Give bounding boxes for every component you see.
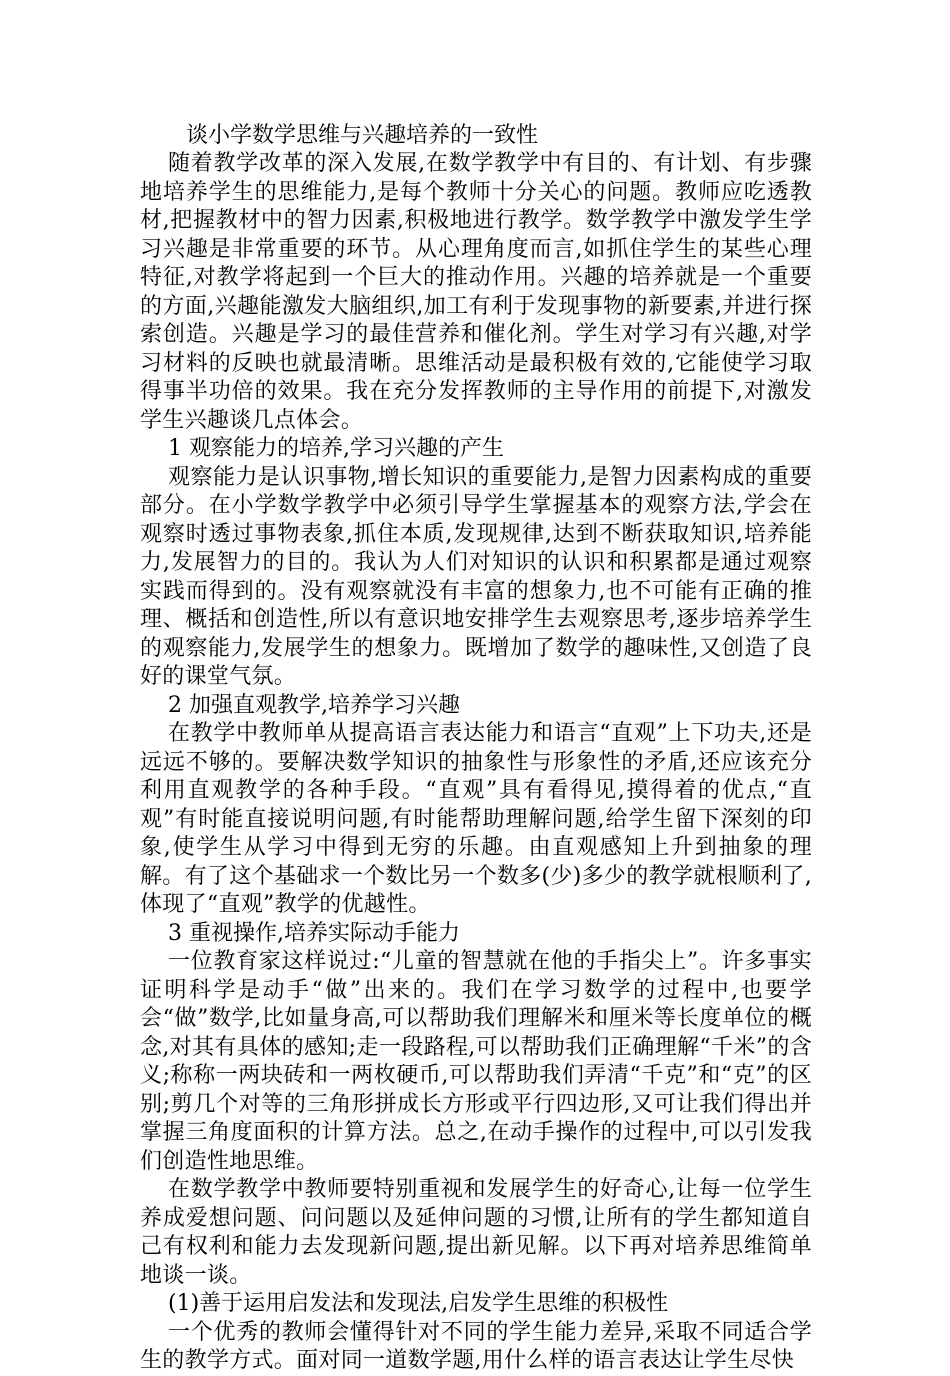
paragraph-observation: 观察能力是认识事物,增长知识的重要能力,是智力因素构成的重要部分。在小学数学教学中必须引导学生掌握基本的观察方法,学会在观察时透过事物表象,抓住本质,发现规律,达到不断获取知识,培养能力,发展智力的目的。我认为人们对知识的认识和积累都是通过观察实践而得到的。没有观察就没有丰富的想象力,也不可能有正确的推理、概括和创造性,所以有意识地安排学生去观察思考,逐步培养学生的观察能力,发展学生的想象力。既增加了数学的趣味性,又创造了良好的课堂气氛。 (140, 464, 812, 689)
section-heading-2: 2 加强直观教学,培养学习兴趣 (168, 692, 460, 718)
paragraph-intuitive: 在教学中教师单从提高语言表达能力和语言“直观”上下功夫,还是远远不够的。要解决数学知识的抽象性与形象性的矛盾,还应该充分利用直观教学的各种手段。“直观”具有看得见,摸得着的优点,“直观”有时能直接说明问题,有时能帮助理解问题,给学生留下深刻的印象,使学生从学习中得到无穷的乐趣。由直观感知上升到抽象的理解。有了这个基础求一个数比另一个数多(少)多少的教学就根顺利了,体现了“直观”教学的优越性。 (140, 721, 812, 917)
paragraph-intro: 随着教学改革的深入发展,在数学教学中有目的、有计划、有步骤地培养学生的思维能力,是每个教师十分关心的问题。教师应吃透教材,把握教材中的智力因素,积极地进行教学。数学教学中激发学生学习兴趣是非常重要的环节。从心理角度而言,如抓住学生的某些心理特征,对教学将起到一个巨大的推动作用。兴趣的培养就是一个重要的方面,兴趣能激发大脑组织,加工有利于发现事物的新要素,并进行探索创造。兴趣是学习的最佳营养和催化剂。学生对学习有兴趣,对学习材料的反映也就最清晰。思维活动是最积极有效的,它能使学习取得事半功倍的效果。我在充分发挥教师的主导作用的前提下,对激发学生兴趣谈几点体会。 (140, 151, 812, 433)
section-heading-1: 1 观察能力的培养,学习兴趣的产生 (168, 436, 504, 461)
paragraph-curiosity: 在数学教学中教师要特别重视和发展学生的好奇心,让每一位学生养成爱想问题、问问题以及延伸问题的习惯,让所有的学生都知道自己有权利和能力去发现新问题,提出新见解。以下再对培养思维简单地谈一谈。 (140, 1177, 812, 1288)
paragraph-hands-on: 一位教育家这样说过:“儿童的智慧就在他的手指尖上”。许多事实证明科学是动手“做”出来的。我们在学习数学的过程中,也要学会“做”数学,比如量身高,可以帮助我们理解米和厘米等长度单位的概念,对其有具体的感知;走一段路程,可以帮助我们正确理解“千米”的含义;称称一两块砖和一两枚硬币,可以帮助我们弄清“千克”和“克”的区别;剪几个对等的三角形拼成长方形或平行四边形,又可让我们得出并掌握三角度面积的计算方法。总之,在动手操作的过程中,可以引发我们创造性地思维。 (140, 949, 812, 1174)
section-heading-3: 3 重视操作,培养实际动手能力 (168, 920, 460, 946)
paragraph-heuristic: 一个优秀的教师会懂得针对不同的学生能力差异,采取不同适合学生的教学方式。面对同一道数学题,用什么样的语言表达让学生尽快 (140, 1319, 812, 1373)
subsection-heading-1: (1)善于运用启发法和发现法,启发学生思维的积极性 (168, 1291, 669, 1316)
document-title: 谈小学数学思维与兴趣培养的一致性 (186, 123, 539, 148)
